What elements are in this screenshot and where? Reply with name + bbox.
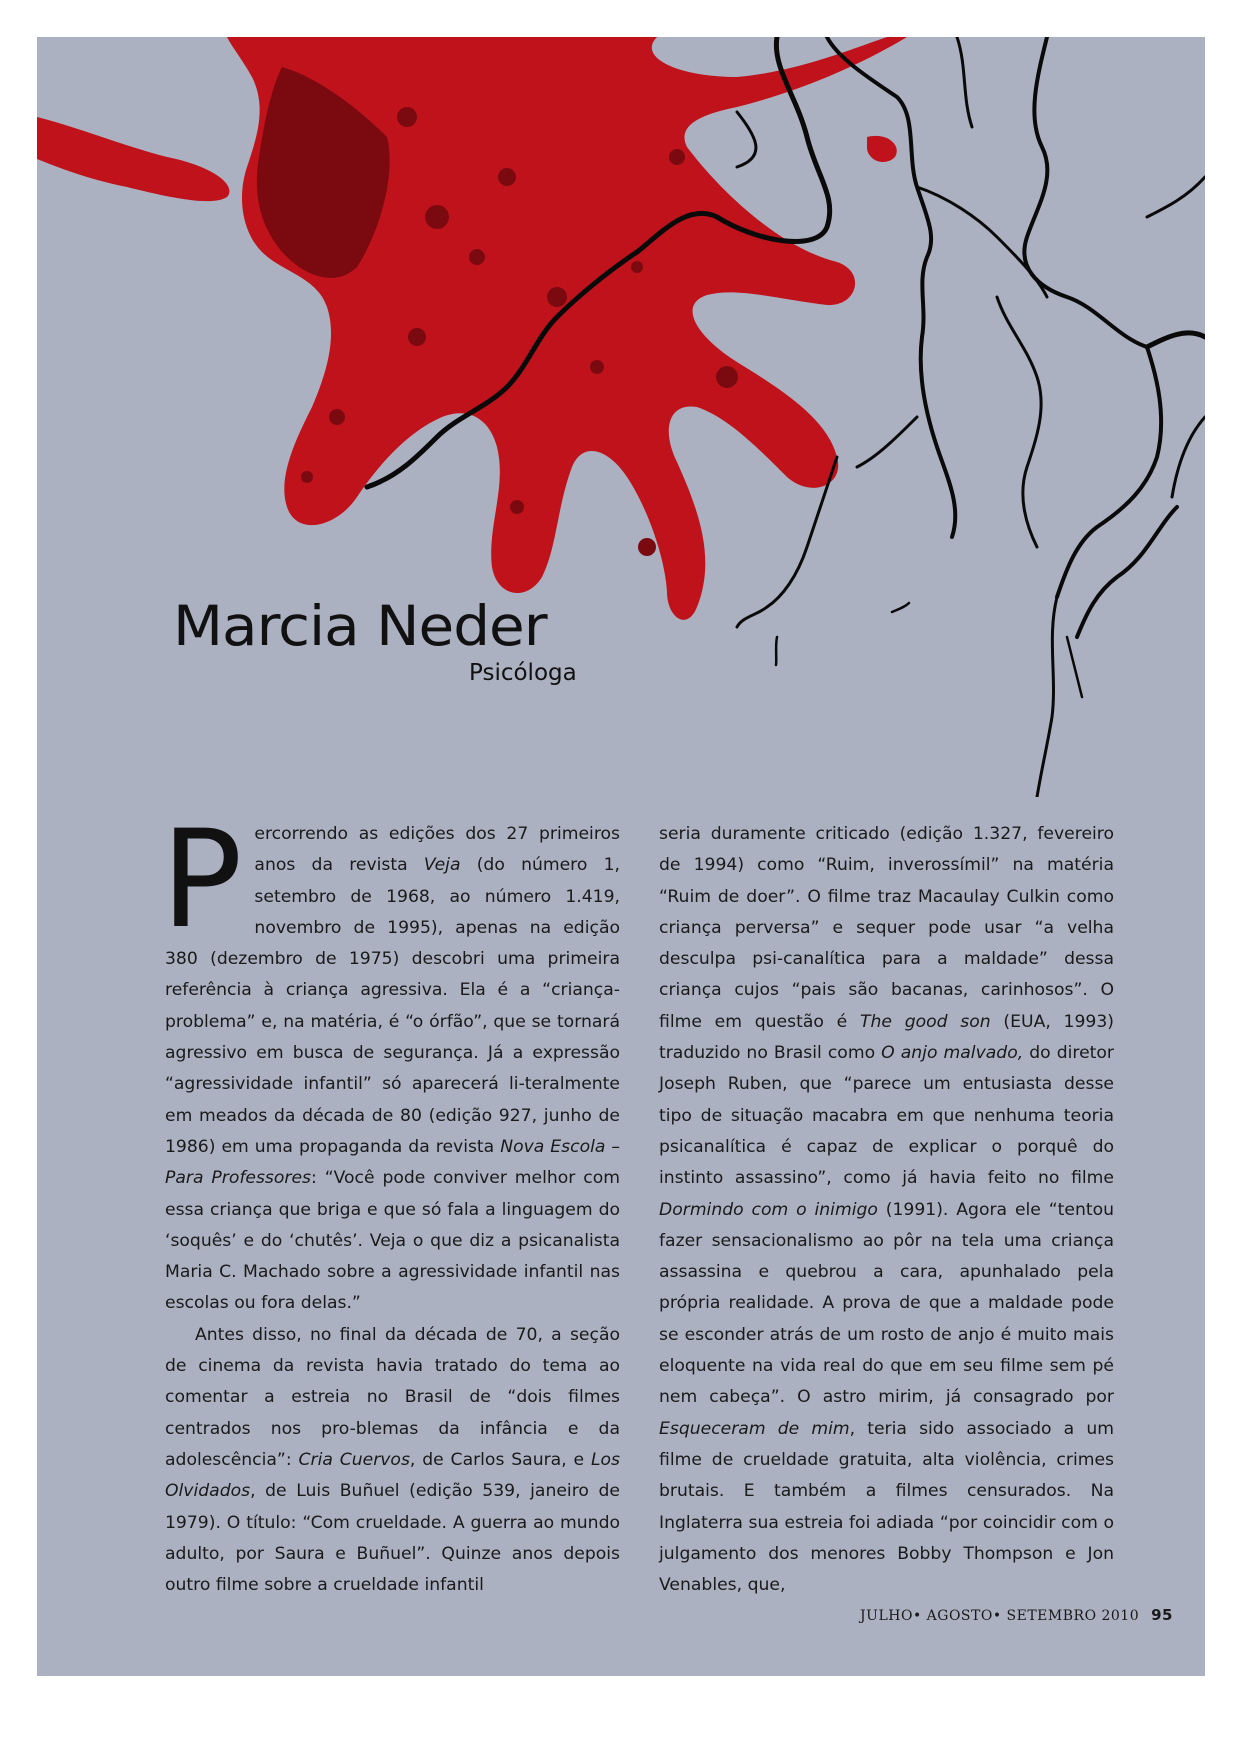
text-segment: , teria sido associado a um filme de crueldade gratuita, alta violência, crimes brutais. E também a filmes censurados. Na Inglaterra sua estreia foi adiada “por coincidir com o julgamento dos menores Bobby Thompson e Jon Venables, que,	[659, 1418, 1114, 1596]
paragraph-1	[161, 801, 620, 1320]
text-segment: (do número 1, setembro de 1968, ao número 1.419, novembro de 1995), apenas na edição 380 (dezembro de 1975) descobri uma primeira referência à criança agressiva. Ela é a “criança-problema” e, na matéria, é “o órfão”, que se tornará agressivo em busca de segurança. Já a expressão “agressividade infantil” só aparecerá li-teralmente em meados da década de 80 (edição 927, junho de 1986) em uma propaganda da revista	[165, 855, 620, 1157]
author-name: Marcia Neder	[173, 593, 547, 659]
text-segment: , de Luis Buñuel (edição 539, janeiro de 1979). O título: “Com crueldade. A guerra ao mundo adulto, por Saura e Buñuel”. Quinze anos depois outro filme sobre a crueldade infantil	[165, 1481, 620, 1596]
paragraph-3	[659, 819, 1114, 1601]
italic-title: O anjo malvado,	[881, 1043, 1024, 1064]
page-footer	[860, 1606, 1173, 1624]
paragraph-2	[165, 1320, 620, 1602]
article-column-right	[659, 819, 1114, 1601]
text-segment: ercorrendo as edições dos 27 primeiros anos da revista	[254, 824, 620, 876]
issue-date: JULHO• AGOSTO• SETEMBRO 2010	[860, 1608, 1140, 1624]
drop-cap: P	[161, 801, 243, 958]
text-segment: (EUA, 1993) traduzido no Brasil como	[659, 1011, 1114, 1064]
italic-title: Nova Escola – Para Professores	[165, 1136, 620, 1189]
text-segment: seria duramente criticado (edição 1.327, fevereiro de 1994) como “Ruim, inverossímil” na matéria “Ruim de doer”. O filme traz Macaulay Culkin como criança perversa” e sequer pode usar “a velha desculpa psi-canalítica para a maldade” dessa criança cujos “pais são bacanas, carinhosos”. O filme em questão é	[659, 824, 1114, 1032]
author-role: Psicóloga	[469, 660, 577, 686]
italic-title: Veja	[423, 855, 461, 876]
article-column-left	[161, 801, 620, 1601]
text-segment: : “Você pode conviver melhor com essa criança que briga e que só fala a linguagem do ‘soquês’ e do ‘chutês’. Veja o que diz a psicanalista Maria C. Machado sobre a agressividade infantil nas escolas ou fora delas.”	[165, 1168, 620, 1314]
text-segment: , de Carlos Saura, e	[409, 1449, 591, 1470]
blood-splatter	[37, 37, 907, 620]
italic-title: Cria Cuervos	[298, 1449, 410, 1470]
text-segment: Antes disso, no final da década de 70, a seção de cinema da revista havia tratado do tema ao comentar a estreia no Brasil de “dois filmes centrados nos pro-blemas da infância e da adolescência”:	[165, 1324, 620, 1470]
italic-title: Esqueceram de mim	[659, 1418, 850, 1439]
splatter-illustration	[37, 37, 1205, 797]
page	[37, 37, 1205, 1676]
text-segment: (1991). Agora ele “tentou fazer sensacionalismo ao pôr na tela uma criança assassina e quebrou a cara, apunhalado pela própria realidade. A prova de que a maldade pode se esconder atrás de um rosto de anjo é muito mais eloquente na vida real do que em seu filme sem pé nem cabeça”. O astro mirim, já consagrado por	[659, 1199, 1115, 1408]
italic-title: Dormindo com o inimigo	[659, 1199, 878, 1220]
italic-title: Los Olvidados	[165, 1449, 620, 1502]
page-number: 95	[1151, 1606, 1173, 1624]
text-segment: do diretor Joseph Ruben, que “parece um entusiasta desse tipo de situação macabra em que nenhuma teoria psicanalítica é capaz de explicar o porquê do instinto assassino”, como já havia feito no filme	[659, 1043, 1114, 1189]
italic-title: The good son	[859, 1011, 991, 1032]
